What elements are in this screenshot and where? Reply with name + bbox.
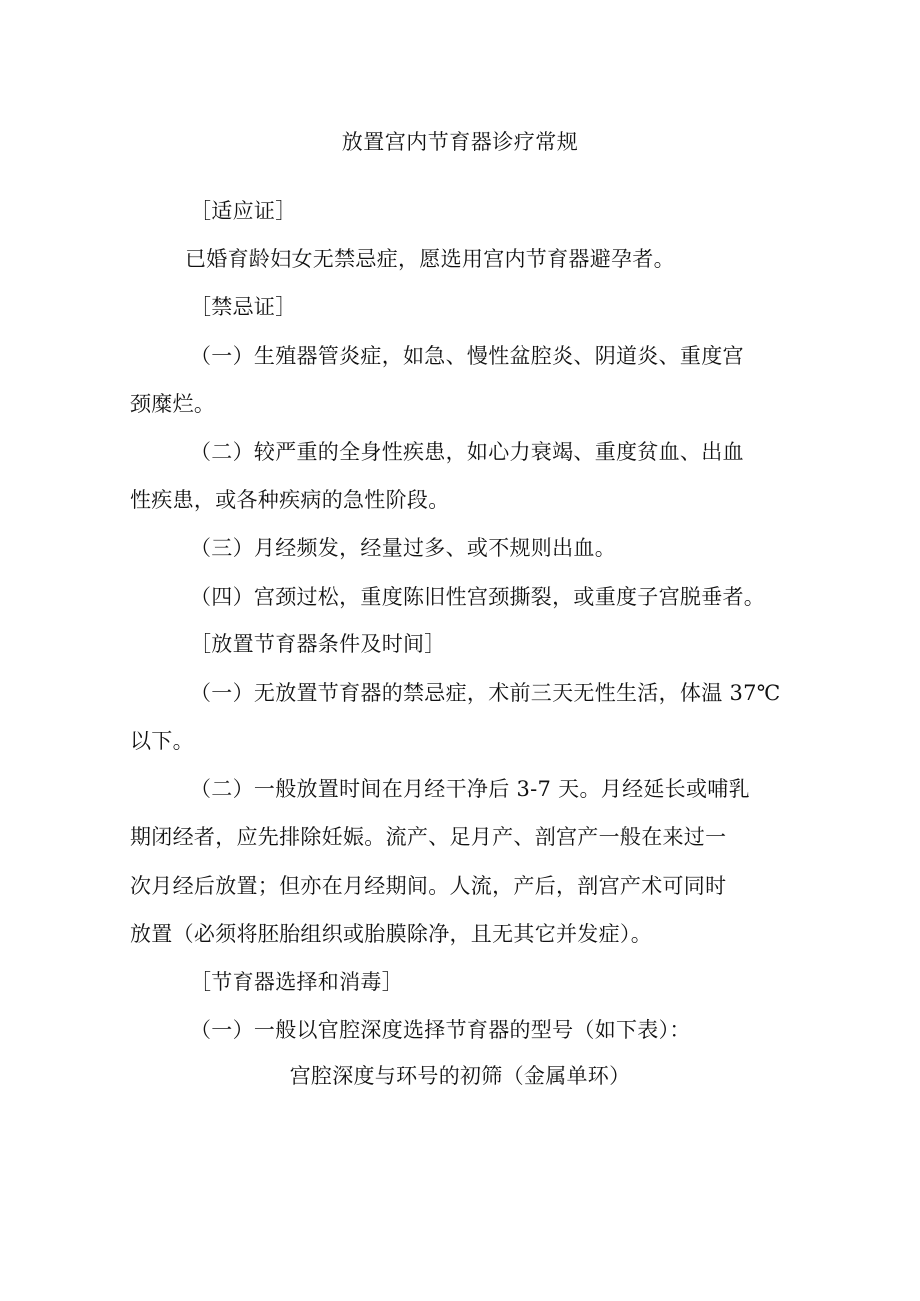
contraindication-item-4: （四）宫颈过松，重度陈旧性宫颈撕裂，或重度子宫脱垂者。 bbox=[190, 585, 766, 609]
contraindication-item-2-line-1: （二）较严重的全身性疾患，如心力衰竭、重度贫血、出血 bbox=[190, 440, 744, 464]
document-title: 放置宫内节育器诊疗常规 bbox=[341, 130, 579, 154]
condition-item-2-line-4: 放置（必须将胚胎组织或胎膜除净，且无其它并发症）。 bbox=[130, 922, 652, 946]
indications-text: 已婚育龄妇女无禁忌症，愿选用宫内节育器避孕者。 bbox=[185, 247, 675, 271]
contraindication-item-2-line-2: 性疾患，或各种疾病的急性阶段。 bbox=[130, 488, 450, 512]
section-heading-selection: ［节育器选择和消毒］ bbox=[190, 970, 403, 994]
selection-item-1: （一）一般以官腔深度选择节育器的型号（如下表）： bbox=[190, 1018, 691, 1042]
condition-item-1-line-1: （一）无放置节育器的禁忌症，术前三天无性生活，体温 37℃ bbox=[190, 681, 781, 705]
condition-item-1-line-2: 以下。 bbox=[130, 729, 194, 753]
contraindication-item-1-line-2: 颈糜烂。 bbox=[130, 392, 216, 416]
condition-item-2-line-2: 期闭经者，应先排除妊娠。流产、足月产、剖宫产一般在来过一 bbox=[130, 825, 727, 849]
condition-item-2-line-3: 次月经后放置；但亦在月经期间。人流，产后，剖宫产术可同时 bbox=[130, 874, 727, 898]
table-caption: 宫腔深度与环号的初筛（金属单环） bbox=[289, 1064, 631, 1088]
section-heading-conditions: ［放置节育器条件及时间］ bbox=[190, 632, 446, 656]
section-heading-contraindications: ［禁忌证］ bbox=[190, 295, 297, 319]
contraindication-item-3: （三）月经频发，经量过多、或不规则出血。 bbox=[190, 536, 616, 560]
section-heading-indications: ［适应证］ bbox=[190, 199, 297, 223]
condition-item-2-line-1: （二）一般放置时间在月经干净后 3-7 天。月经延长或哺乳 bbox=[190, 777, 750, 801]
contraindication-item-1-line-1: （一）生殖器管炎症，如急、慢性盆腔炎、阴道炎、重度宫 bbox=[190, 344, 744, 368]
